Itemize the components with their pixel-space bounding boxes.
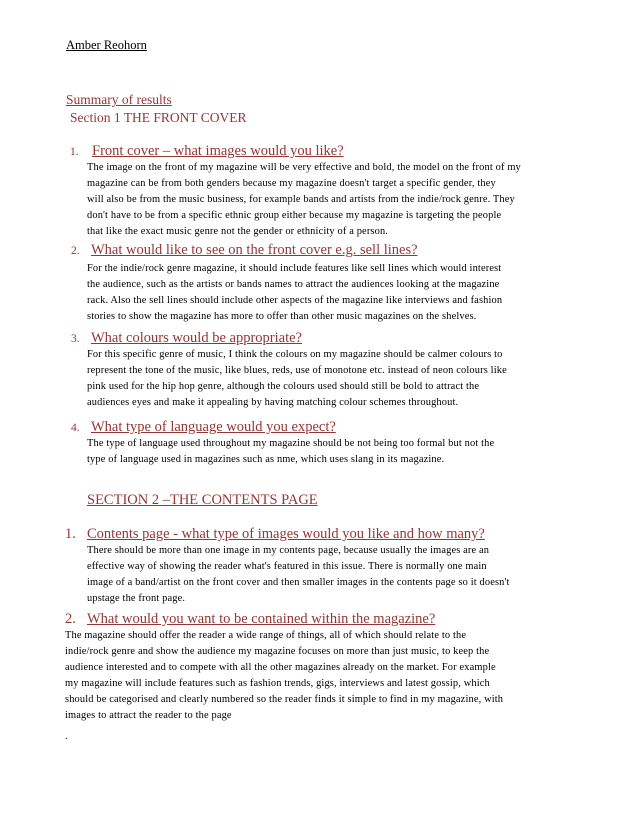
section2-title: SECTION 2 –THE CONTENTS PAGE: [87, 492, 318, 508]
answer-line: upstage the front page.: [87, 592, 186, 604]
answer-line: rack. Also the sell lines should include other aspects of the magazine like interviews and fashion: [87, 294, 503, 306]
answer-line: represent the tone of the music, like blues, reds, use of monotone etc. instead of neon colours like: [87, 364, 507, 376]
answer-line: For the indie/rock genre magazine, it should include features like sell lines which would interest: [87, 263, 502, 274]
s1-q3-answer: [87, 347, 507, 411]
answer-line: stories to show the magazine has more to offer than other music magazines on the shelves.: [87, 310, 477, 322]
answer-line: image of a band/artist on the front cover and then smaller images in the contents page so it doesn't: [87, 576, 510, 588]
s2-q2-number: 2.: [65, 611, 76, 627]
s1-q4-answer: [87, 436, 494, 468]
s1-q2-heading: [71, 242, 418, 259]
answer-line: images to attract the reader to the page: [65, 709, 232, 721]
answer-line: audiences eyes and make it appealing by having matching colour schemes throughout.: [87, 396, 459, 408]
answer-line: There should be more than one image in my contents page, because usually the images are an: [87, 545, 490, 556]
s1-q2-answer: [87, 261, 502, 325]
summary-heading: Summary of results: [66, 92, 172, 107]
answer-line: don't have to be from a specific ethnic group either because my magazine is targeting the people: [87, 209, 502, 221]
answer-line: indie/rock genre and show the audience my magazine focuses on more than just music, to keep the: [65, 645, 490, 657]
s2-q2-answer: [65, 628, 503, 723]
s1-q1-heading: [70, 143, 344, 160]
s1-q3-heading: [71, 330, 302, 347]
answer-line: type of language used in magazines such as nme, which uses slang in its magazine.: [87, 453, 445, 465]
s1-q1-title: Front cover – what images would you like?: [92, 143, 344, 159]
s2-q2-title: What would you want to be contained within the magazine?: [87, 611, 436, 627]
answer-line: The type of language used throughout my magazine should be not being too formal but not the: [87, 438, 495, 449]
s1-q3-title: What colours would be appropriate?: [91, 330, 302, 346]
answer-line: my magazine will include features such as fashion trends, gigs, interviews and latest gossip, which: [65, 677, 490, 689]
s2-q1-heading: [65, 526, 485, 543]
s2-q2-heading: [65, 611, 435, 628]
answer-line: The magazine should offer the reader a wide range of things, all of which should relate to the: [65, 630, 467, 641]
s2-q1-number: 1.: [65, 526, 76, 542]
answer-line: the audience, such as the artists or bands names to attract the audiences looking at the magazine: [87, 278, 500, 290]
s2-q1-title: Contents page - what type of images would you like and how many?: [87, 526, 485, 542]
answer-line: effective way of showing the reader what's featured in this issue. There is normally one main: [87, 560, 487, 572]
s1-q4-number: 4.: [71, 422, 80, 434]
s1-q1-number: 1.: [70, 146, 79, 158]
s1-q2-number: 2.: [71, 245, 80, 257]
answer-line: should be categorised and clearly numbered so the reader finds it simple to find in my magazine, with: [65, 693, 504, 705]
s1-q4-title: What type of language would you expect?: [91, 419, 336, 435]
s2-q1-answer: [87, 543, 510, 607]
answer-line: The image on the front of my magazine will be very effective and bold, the model on the front of my: [87, 162, 521, 173]
s1-q4-heading: [71, 419, 336, 436]
end-mark: .: [65, 731, 68, 742]
answer-line: For this specific genre of music, I think the colours on my magazine should be calmer colours to: [87, 349, 503, 360]
s1-q2-title: What would like to see on the front cover e.g. sell lines?: [91, 242, 418, 258]
answer-line: that like the exact music genre not the gender or ethnicity of a person.: [87, 225, 389, 237]
answer-line: will also be from the music business, for example bands and artists from the indie/rock genre. They: [87, 193, 515, 205]
answer-line: pink used for the hip hop genre, although the colours used should still be bold to attract the: [87, 380, 480, 392]
answer-line: audience interested and to compete with all the other magazines already on the market. For example: [65, 661, 496, 673]
author-name: Amber Reohorn: [66, 38, 147, 52]
s1-q1-answer: [87, 160, 521, 240]
answer-line: magazine can be from both genders because my magazine doesn't target a specific gender, they: [87, 177, 496, 189]
s1-q3-number: 3.: [71, 333, 80, 345]
section1-title: Section 1 THE FRONT COVER: [70, 110, 247, 125]
